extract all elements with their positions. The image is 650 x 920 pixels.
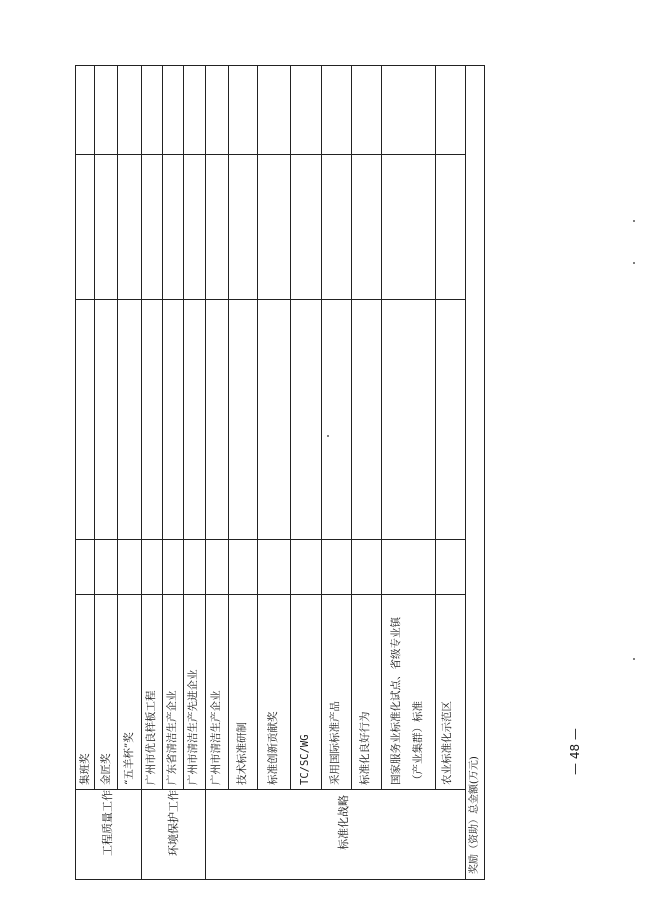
table-border-top <box>75 65 76 880</box>
scan-speck <box>633 220 635 222</box>
item-row-label: “五羊杯”奖 <box>123 732 135 785</box>
row-line <box>141 65 142 880</box>
item-row-label: 标准化良好行为 <box>359 711 371 785</box>
item-row-label: 采用国际标准产品 <box>329 701 341 785</box>
row-line <box>117 65 118 790</box>
item-row-label: 农业标准化示范区 <box>441 701 453 785</box>
item-row-label: 广州市清洁生产先进企业 <box>187 669 199 785</box>
scan-speck <box>633 262 635 264</box>
row-line <box>162 65 163 790</box>
row-line <box>94 65 95 790</box>
award-table <box>75 65 485 880</box>
row-line <box>228 65 229 790</box>
item-row-label: 集班奖 <box>79 753 91 785</box>
category-engineering-quality: 工程质量工作 <box>101 790 114 856</box>
item-divider <box>75 594 465 595</box>
category-divider <box>75 789 465 790</box>
table-border-left <box>75 879 485 880</box>
category-standardization: 标准化战略 <box>337 795 350 850</box>
row-line <box>321 65 322 790</box>
data-col-divider-1 <box>75 539 465 540</box>
row-line <box>435 65 436 790</box>
item-row-label: 广东省清洁生产企业 <box>166 690 178 785</box>
data-col-divider-2 <box>75 299 465 300</box>
category-environmental: 环境保护工作 <box>167 790 180 856</box>
row-line <box>257 65 258 790</box>
row-line <box>290 65 291 790</box>
footer-total-amount-label: 奖励（资助）总金额(万元) <box>469 756 480 874</box>
row-line <box>205 65 206 880</box>
item-row-label: TC/SC/WG <box>299 734 311 785</box>
rotated-table-wrapper <box>75 65 485 880</box>
scan-speck <box>633 658 635 660</box>
footer-divider <box>465 65 466 880</box>
row-line <box>183 65 184 790</box>
item-row-label: 标准创新贡献奖 <box>267 711 279 785</box>
item-row-label: 技术标准研制 <box>236 722 248 785</box>
item-row-label: 国家服务业标准化试点、省级专业镇（产业集群）标准 <box>390 617 424 785</box>
data-col-divider-3 <box>75 154 465 155</box>
item-row-label: 广州市清洁生产企业 <box>210 690 222 785</box>
table-border-right <box>75 65 485 66</box>
item-row-label: 金匠奖 <box>100 753 112 785</box>
page-number: — 48 — <box>568 728 582 775</box>
item-row-label: 广州市优良样板工程 <box>145 690 157 785</box>
scan-speck <box>327 435 329 437</box>
row-line <box>381 65 382 790</box>
table-border-bottom <box>484 65 485 880</box>
row-line <box>351 65 352 790</box>
